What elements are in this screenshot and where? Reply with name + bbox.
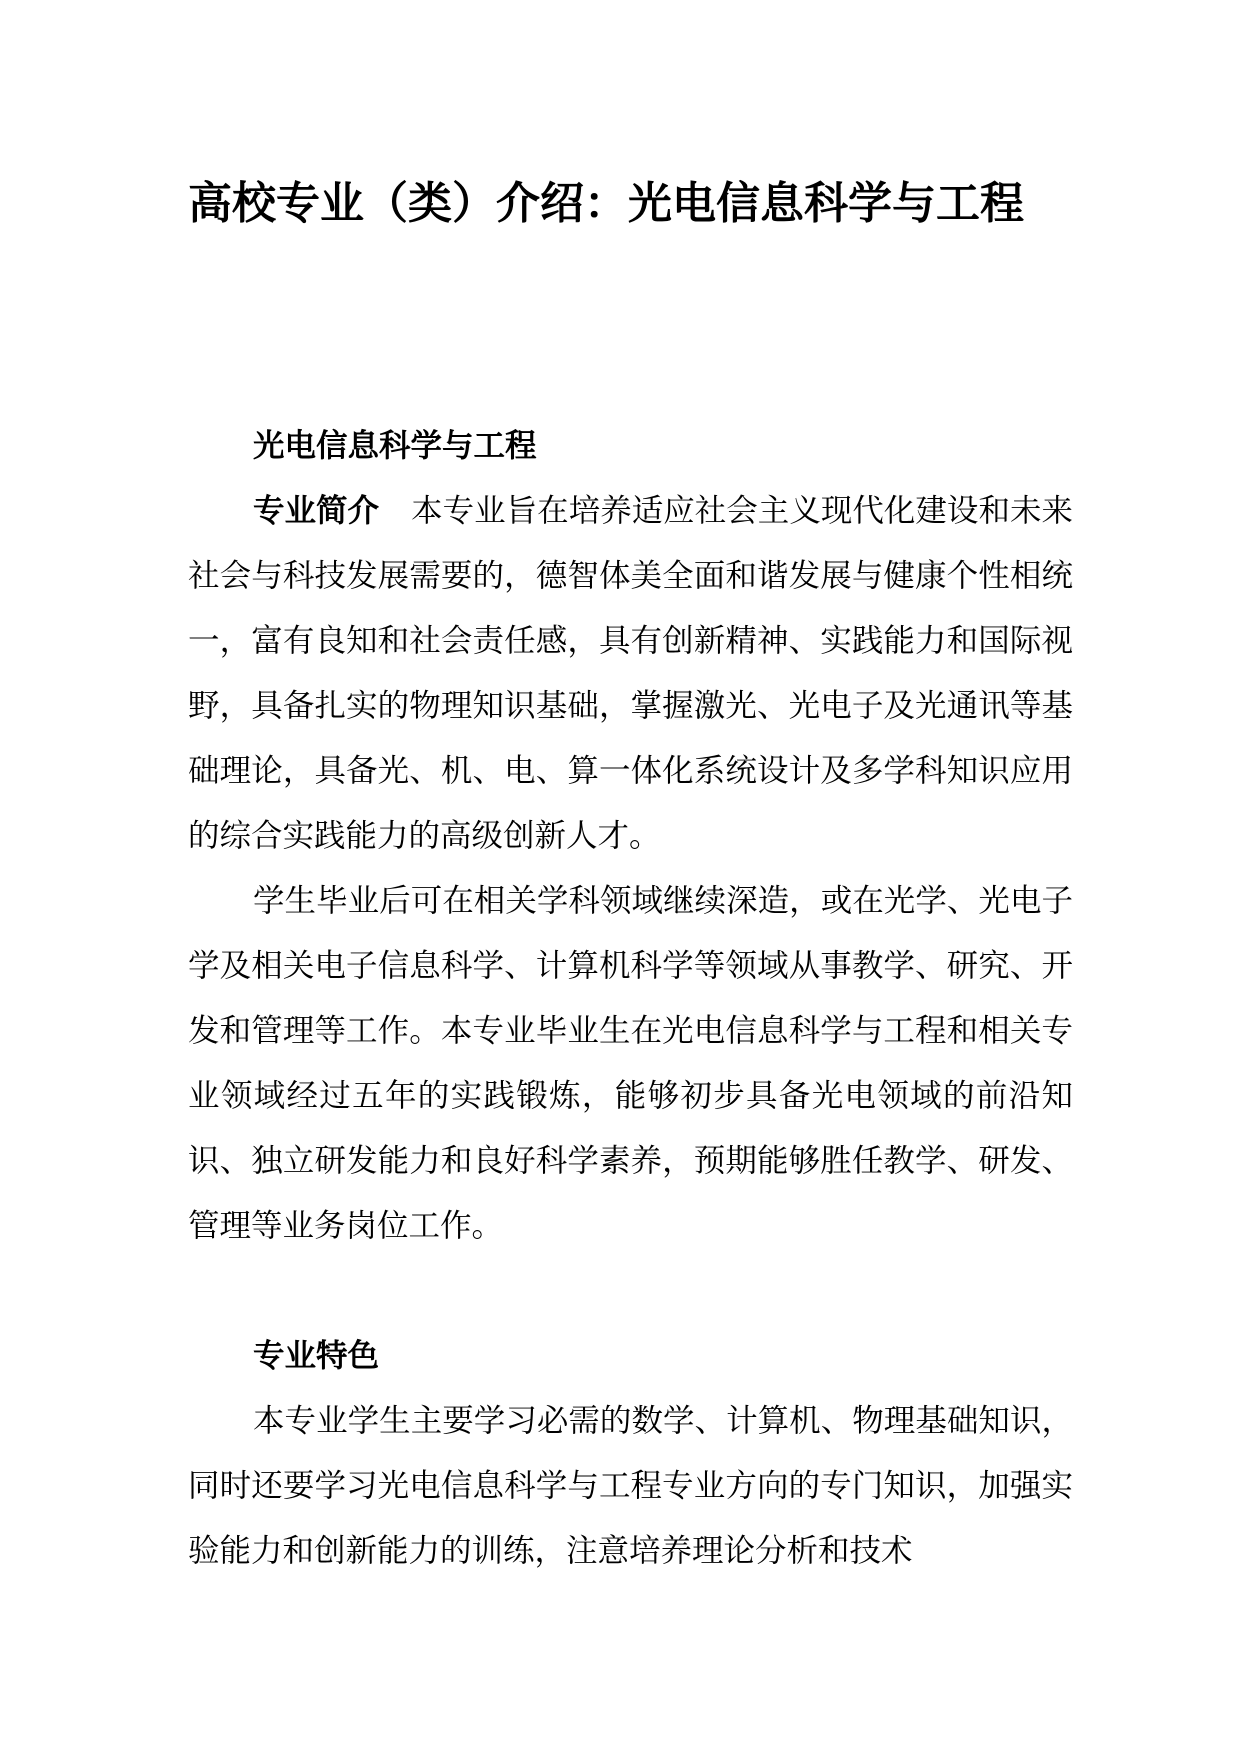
features-paragraph: 本专业学生主要学习必需的数学、计算机、物理基础知识，同时还要学习光电信息科学与工程专业方向的专门知识，加强实验能力和创新能力的训练，注意培养理论分析和技术 [188, 1403, 1073, 1569]
section-heading-major-name: 光电信息科学与工程 [253, 428, 537, 464]
document-title: 高校专业（类）介绍：光电信息科学与工程 [188, 178, 1024, 229]
intro-label: 专业简介 [253, 493, 380, 529]
section-spacer [188, 1259, 1073, 1324]
section-heading-features: 专业特色 [253, 1338, 380, 1374]
document-body [188, 414, 1073, 1584]
intro-paragraph [188, 479, 1073, 869]
graduate-paragraph: 学生毕业后可在相关学科领域继续深造，或在光学、光电子学及相关电子信息科学、计算机科学等领域从事教学、研究、开发和管理等工作。本专业毕业生在光电信息科学与工程和相关专业领域经过五年的实践锻炼，能够初步具备光电领域的前沿知识、独立研发能力和良好科学素养，预期能够胜任教学、研发、管理等业务岗位工作。 [188, 883, 1073, 1244]
intro-text: 本专业旨在培养适应社会主义现代化建设和未来社会与科技发展需要的，德智体美全面和谐发展与健康个性相统一，富有良知和社会责任感，具有创新精神、实践能力和国际视野，具备扎实的物理知识基础，掌握激光、光电子及光通讯等基础理论，具备光、机、电、算一体化系统设计及多学科知识应用的综合实践能力的高级创新人才。 [188, 493, 1073, 854]
